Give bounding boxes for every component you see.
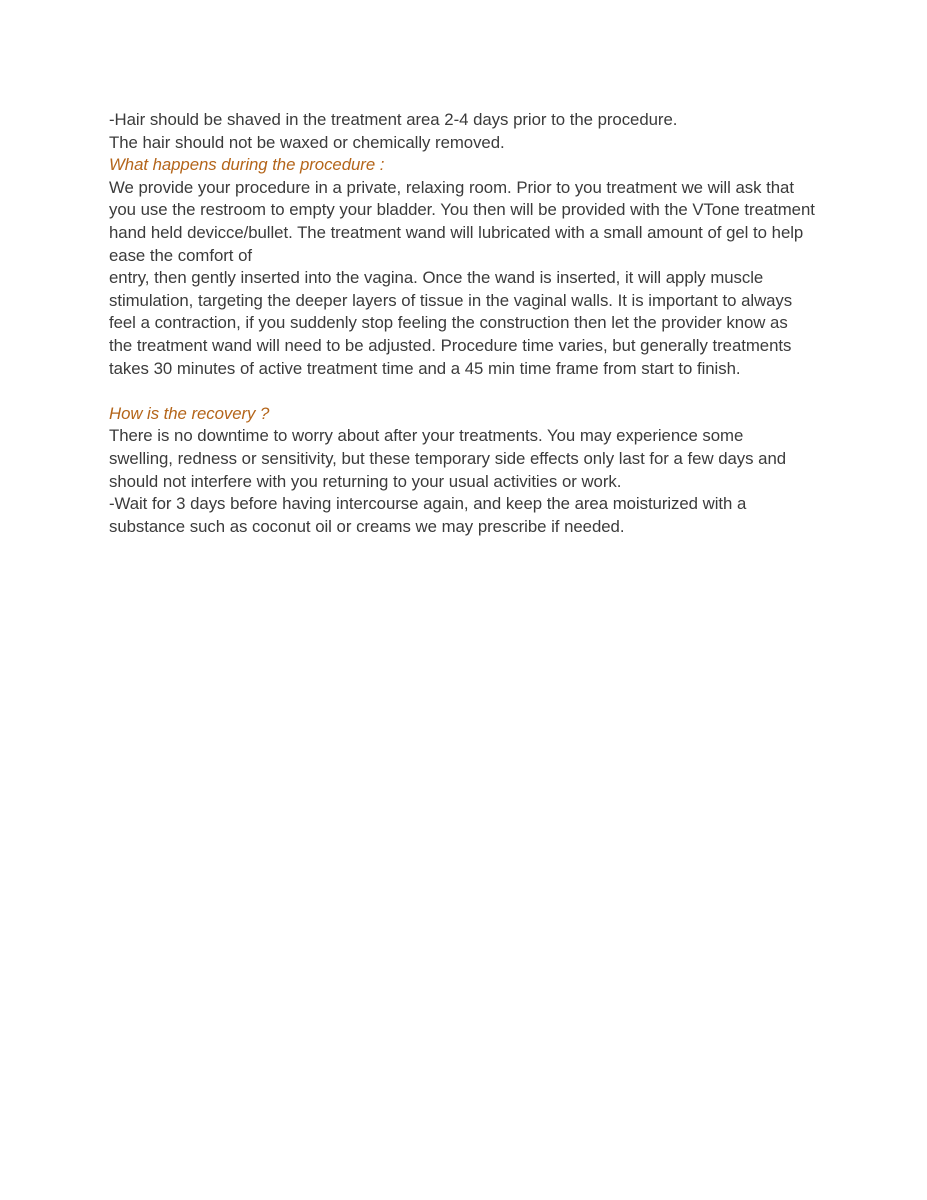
- section-heading-recovery: How is the recovery ?: [109, 403, 270, 423]
- document-content: [109, 109, 815, 538]
- intro-line-2: The hair should not be waxed or chemically removed.: [109, 132, 505, 152]
- recovery-note: -Wait for 3 days before having intercourse again, and keep the area moisturized with a substance such as coconut oil or creams we may prescribe if needed.: [109, 494, 747, 536]
- section-heading-procedure: What happens during the procedure :: [109, 155, 385, 175]
- intro-line-1: -Hair should be shaved in the treatment area 2-4 days prior to the procedure.: [109, 110, 678, 129]
- procedure-paragraph-part-2: entry, then gently inserted into the vagina. Once the wand is inserted, it will apply muscle stimulation, targeting the deeper layers of tissue in the vaginal walls. It is important to always feel a contraction, if you suddenly stop feeling the construction then let the provider know as the treatment wand will need to be adjusted. Procedure time varies, but generally treatments takes 30 minutes of active treatment time and a 45 min time frame from start to finish.: [109, 268, 793, 378]
- procedure-paragraph-part-1: We provide your procedure in a private, relaxing room. Prior to you treatment we will ask that you use the restroom to empty your bladder. You then will be provided with the VTone treatment hand held devicce/bullet. The treatment wand will lubricated with a small amount of gel to help ease the comfort of: [109, 177, 815, 265]
- paragraph-spacer: [109, 380, 815, 403]
- recovery-paragraph: There is no downtime to worry about after your treatments. You may experience some swelling, redness or sensitivity, but these temporary side effects only last for a few days and should not interfere with you returning to your usual activities or work.: [109, 426, 787, 491]
